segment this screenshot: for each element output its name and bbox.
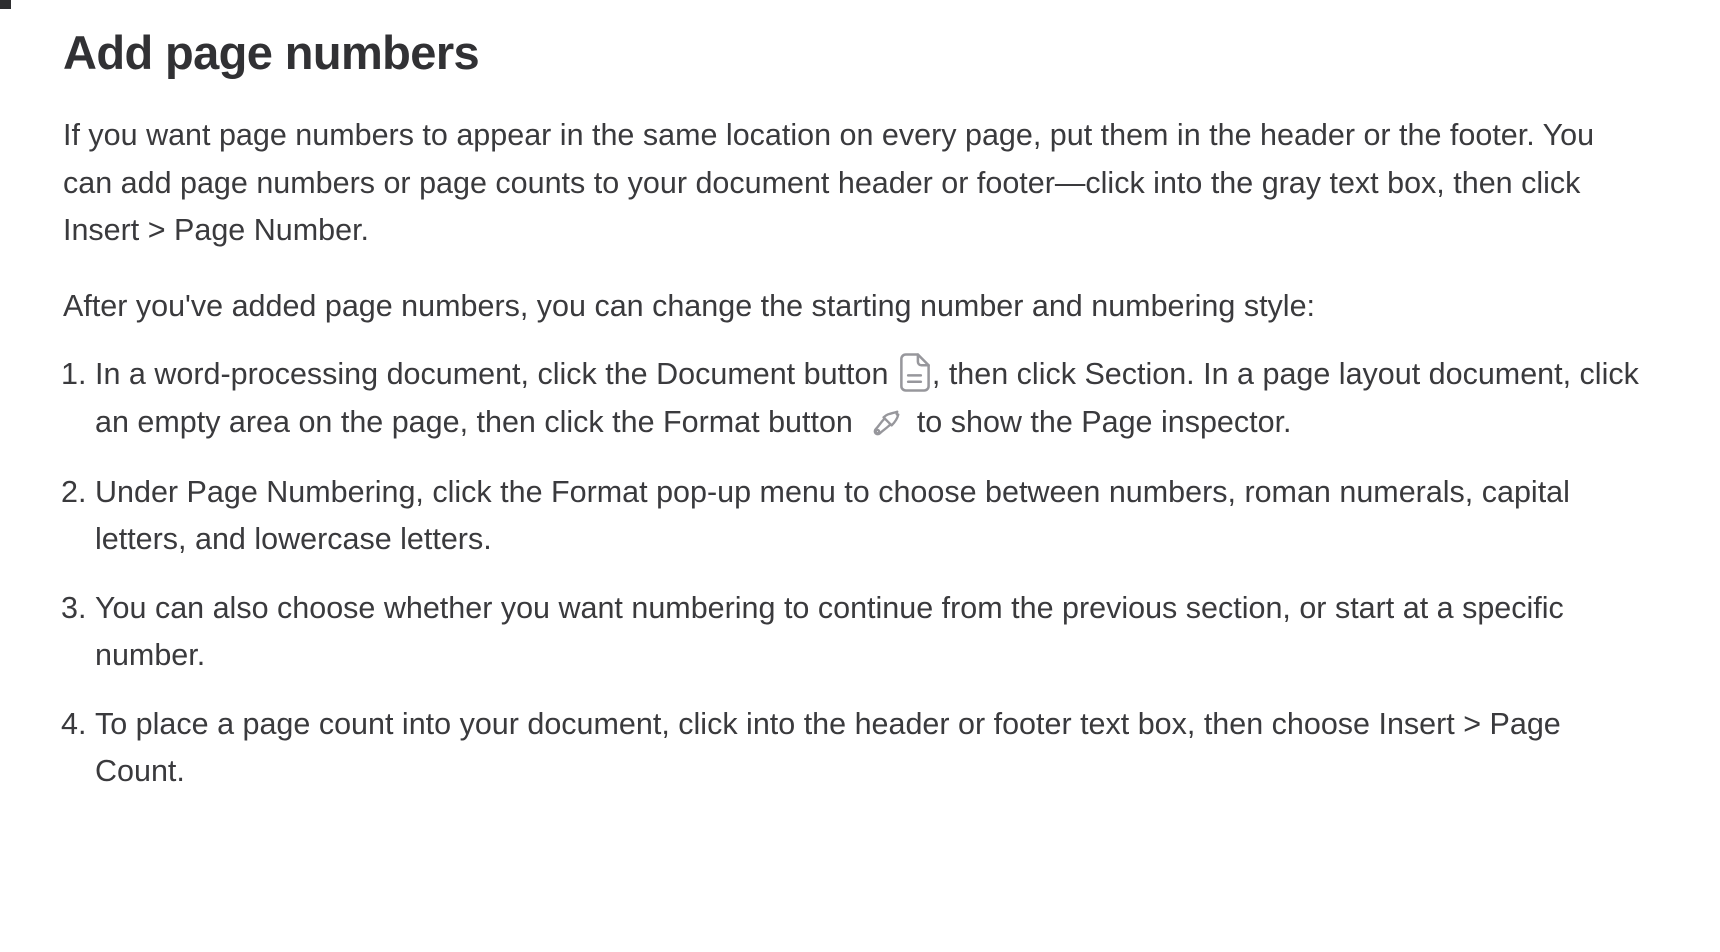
intro-paragraph: If you want page numbers to appear in the same location on every page, put them in the header or the footer. You can add page numbers or page counts to your document header or footer—click into the gray text box, then click Insert > Page Number. (63, 118, 1595, 247)
step-2-number: 2. (61, 474, 87, 509)
step-4-number: 4. (61, 706, 87, 741)
step-3-text: You can also choose whether you want numbering to continue from the previous section, or start at a specific number. (95, 590, 1564, 672)
step-1-segment-b: , then click Section. In a page layout document, click an empty area on the page, then click the Format button (95, 357, 1639, 439)
step-2-text: Under Page Numbering, click the Format pop-up menu to choose between numbers, roman numerals, capital letters, and lowercase letters. (95, 474, 1570, 556)
step-1-segment-a: In a word-processing document, click the Document button (95, 357, 897, 391)
step-1-number: 1. (61, 357, 87, 391)
step-4 (61, 701, 1648, 796)
page-title: Add page numbers (63, 26, 480, 79)
format-brush-icon (861, 401, 908, 448)
steps-lead-in-paragraph: After you've added page numbers, you can change the starting number and numbering style: (63, 288, 1316, 323)
steps-list (61, 351, 1648, 796)
step-2 (61, 469, 1648, 564)
step-4-text: To place a page count into your document, click into the header or footer text box, then choose Insert > Page Count. (95, 706, 1561, 788)
document-icon (897, 351, 932, 394)
step-3 (61, 585, 1648, 680)
step-1 (61, 351, 1648, 448)
step-1-segment-c: to show the Page inspector. (908, 404, 1292, 439)
step-3-number: 3. (61, 590, 87, 625)
step-1-text (95, 351, 1648, 448)
